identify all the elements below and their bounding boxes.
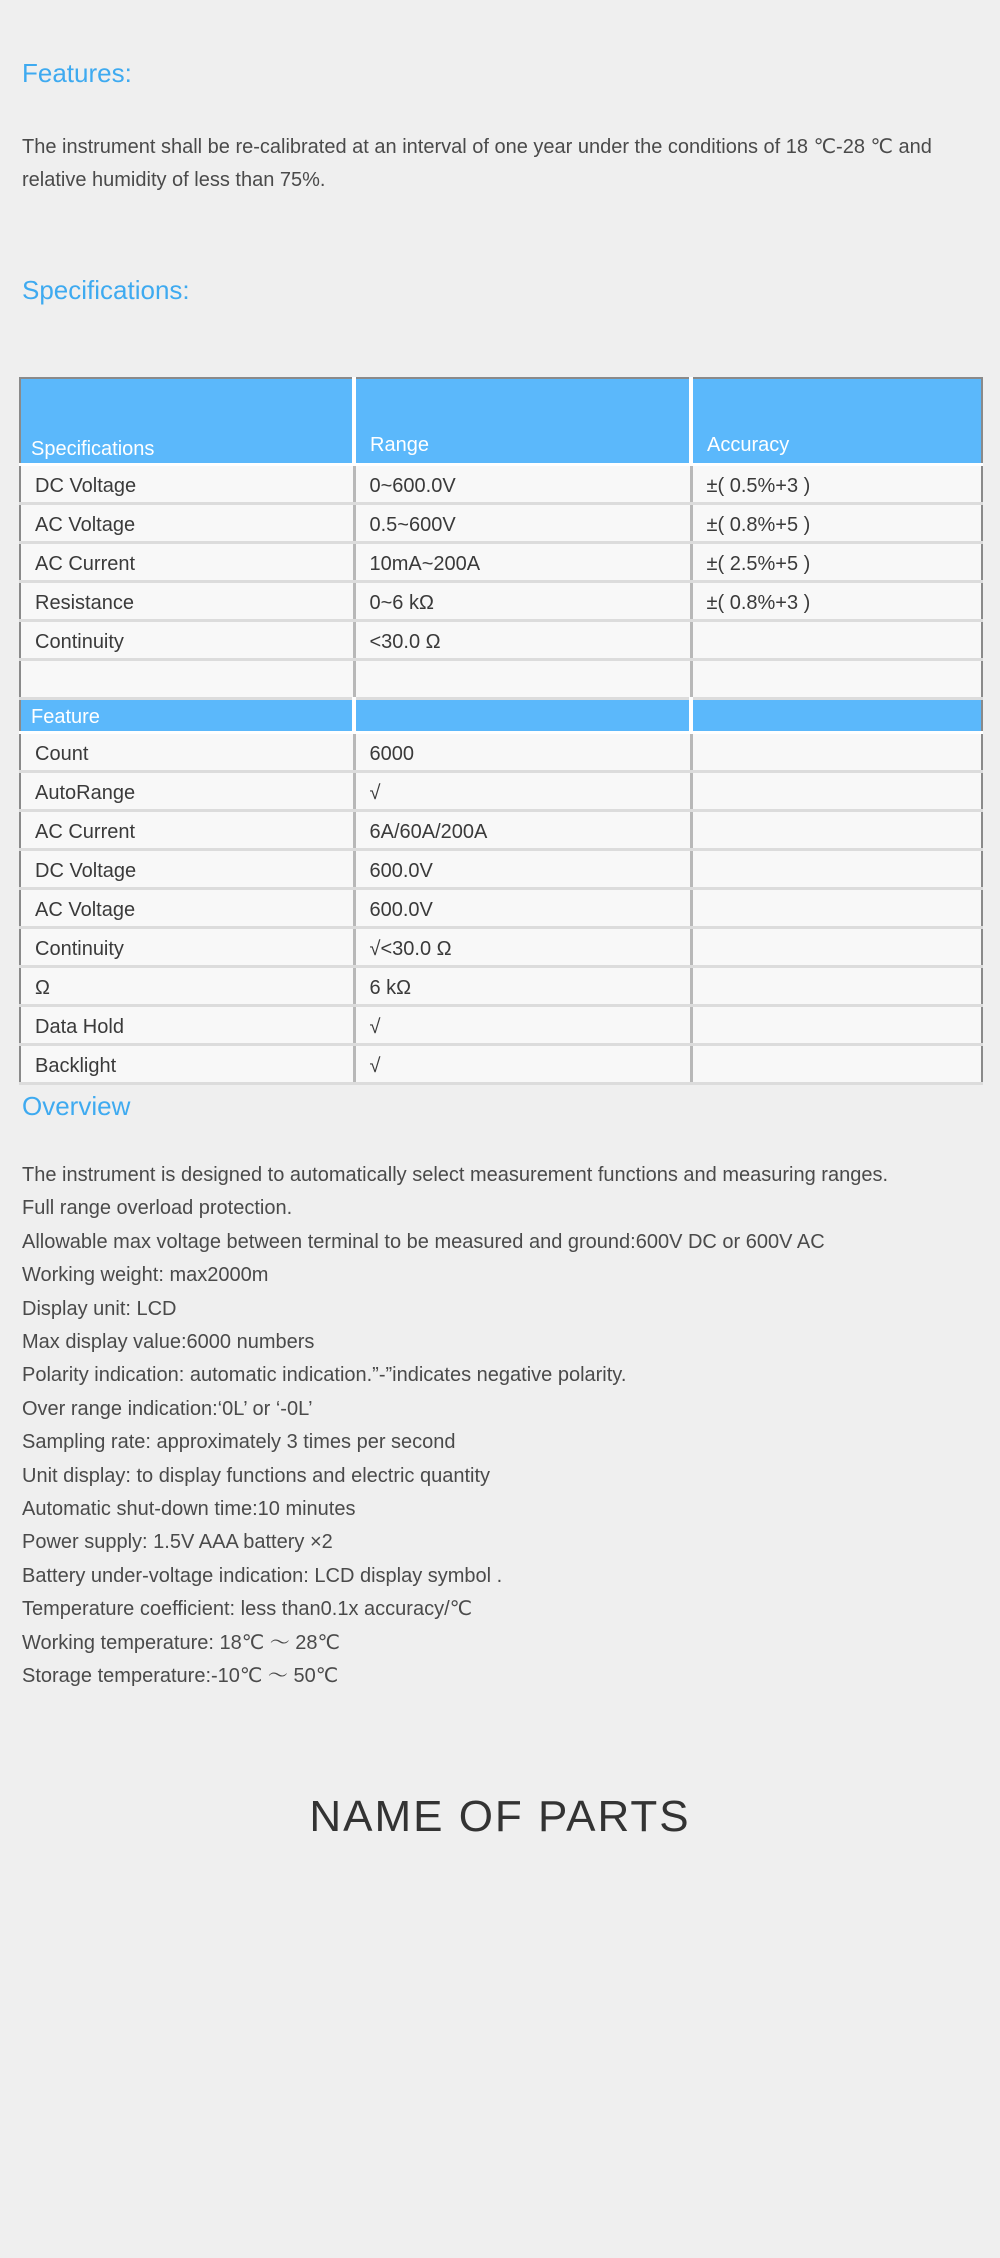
feature-row [20, 889, 982, 928]
table-cell: Ω [20, 967, 354, 1006]
table-cell: √ [354, 1045, 691, 1084]
overview-line: Working weight: max2000m [22, 1264, 269, 1287]
features-text: The instrument shall be re-calibrated at an interval of one year under the conditions of 18 ℃-28 ℃ and relative humidity of less than 75%. [22, 136, 932, 191]
table-cell: 600.0V [354, 889, 691, 928]
overview-line: Storage temperature:-10℃ ～ 50℃ [22, 1665, 339, 1688]
feature-row [20, 1006, 982, 1045]
table-cell: <30.0 Ω [354, 621, 691, 660]
spec-row [20, 504, 982, 543]
table-cell [691, 621, 982, 660]
table-cell: √ [354, 1006, 691, 1045]
spec-header-cell: Accuracy [691, 378, 982, 465]
table-cell [691, 967, 982, 1006]
spec-header-cell: Range [354, 378, 691, 465]
table-cell: DC Voltage [20, 850, 354, 889]
overview-line: Working temperature: 18℃ ～ 28℃ [22, 1631, 341, 1654]
table-cell: Backlight [20, 1045, 354, 1084]
table-cell: AC Current [20, 543, 354, 582]
table-cell: Feature [20, 699, 354, 733]
table-cell: 600.0V [354, 850, 691, 889]
table-cell [20, 660, 354, 699]
table-cell: ±( 0.8%+5 ) [691, 504, 982, 543]
overview-line: Allowable max voltage between terminal to be measured and ground:600V DC or 600V AC [22, 1230, 825, 1253]
table-cell: 10mA~200A [354, 543, 691, 582]
spec-row [20, 543, 982, 582]
overview-line: Over range indication:‘0L’ or ‘-0L’ [22, 1397, 313, 1420]
overview-line: Max display value:6000 numbers [22, 1331, 315, 1354]
name-of-parts-heading: NAME OF PARTS [309, 1792, 691, 1841]
table-cell [354, 660, 691, 699]
table-cell: ±( 2.5%+5 ) [691, 543, 982, 582]
overview-list [22, 1159, 982, 1694]
spec-header-cell: Specifications [20, 378, 354, 465]
overview-line: Polarity indication: automatic indication.”-”indicates negative polarity. [22, 1364, 627, 1387]
overview-line: Unit display: to display functions and electric quantity [22, 1464, 491, 1487]
specifications-table [19, 377, 983, 1085]
table-cell: DC Voltage [20, 465, 354, 504]
table-cell: 0.5~600V [354, 504, 691, 543]
table-cell [691, 1006, 982, 1045]
table-cell [354, 699, 691, 733]
feature-row [20, 733, 982, 772]
table-cell: Resistance [20, 582, 354, 621]
table-cell [691, 733, 982, 772]
table-cell [691, 928, 982, 967]
table-cell: Continuity [20, 928, 354, 967]
overview-line: Automatic shut-down time:10 minutes [22, 1498, 356, 1521]
table-cell [691, 660, 982, 699]
table-cell [691, 699, 982, 733]
table-cell: 0~600.0V [354, 465, 691, 504]
table-cell: AC Current [20, 811, 354, 850]
overview-line: Sampling rate: approximately 3 times per second [22, 1431, 456, 1454]
table-cell [691, 772, 982, 811]
table-cell [691, 850, 982, 889]
overview-line: The instrument is designed to automatically select measurement functions and measuring ranges. [22, 1164, 889, 1186]
table-cell: AC Voltage [20, 504, 354, 543]
features-heading: Features: [22, 58, 132, 88]
feature-row [20, 928, 982, 967]
table-cell [691, 811, 982, 850]
table-cell: ±( 0.8%+3 ) [691, 582, 982, 621]
table-cell [691, 1045, 982, 1084]
overview-line: Temperature coefficient: less than0.1x accuracy/℃ [22, 1598, 473, 1621]
overview-line: Battery under-voltage indication: LCD display symbol . [22, 1564, 503, 1587]
spec-header-row [20, 378, 982, 465]
feature-row [20, 850, 982, 889]
overview-line: Display unit: LCD [22, 1297, 177, 1320]
spec-row [20, 582, 982, 621]
table-cell: 6000 [354, 733, 691, 772]
feature-row [20, 1045, 982, 1084]
table-cell: ±( 0.5%+3 ) [691, 465, 982, 504]
table-cell: AutoRange [20, 772, 354, 811]
overview-line: Power supply: 1.5V AAA battery ×2 [22, 1531, 333, 1554]
feature-row [20, 772, 982, 811]
table-cell: √ [354, 772, 691, 811]
spec-row [20, 621, 982, 660]
table-cell: Data Hold [20, 1006, 354, 1045]
spec-row [20, 465, 982, 504]
feature-row [20, 811, 982, 850]
table-cell [691, 889, 982, 928]
overview-heading: Overview [22, 1091, 131, 1121]
feature-row [20, 967, 982, 1006]
table-cell: 6 kΩ [354, 967, 691, 1006]
spec-row [20, 660, 982, 699]
table-cell: Count [20, 733, 354, 772]
feature-header-row [20, 699, 982, 733]
table-cell: AC Voltage [20, 889, 354, 928]
table-cell: 6A/60A/200A [354, 811, 691, 850]
specifications-heading: Specifications: [22, 275, 190, 305]
overview-line: Full range overload protection. [22, 1197, 293, 1220]
table-cell: 0~6 kΩ [354, 582, 691, 621]
table-cell: Continuity [20, 621, 354, 660]
table-cell: √<30.0 Ω [354, 928, 691, 967]
